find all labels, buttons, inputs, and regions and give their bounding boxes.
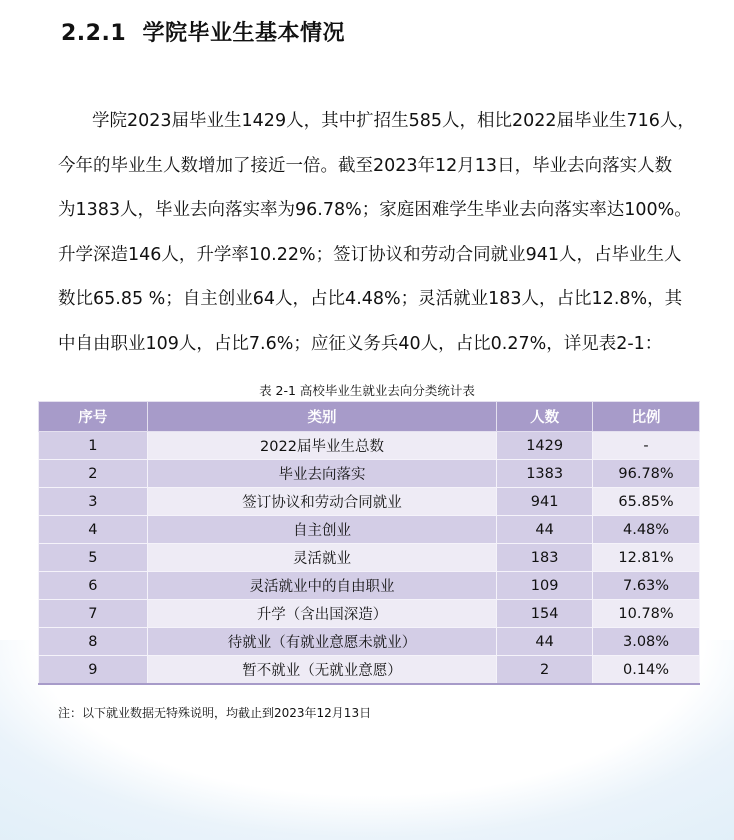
table-row bbox=[39, 572, 700, 600]
cell-ratio: - bbox=[593, 432, 700, 460]
cell-ratio: 12.81% bbox=[593, 544, 700, 572]
cell-ratio: 65.85% bbox=[593, 488, 700, 516]
paragraph-line: 升学深造146人，升学率10.22%；签订协议和劳动合同就业941人，占毕业生人 bbox=[58, 244, 682, 265]
paragraph-line: 学院2023届毕业生1429人，其中扩招生585人，相比2022届毕业生716人， bbox=[92, 111, 695, 131]
cell-category: 待就业（有就业意愿未就业） bbox=[147, 628, 496, 656]
cell-index: 2 bbox=[39, 460, 148, 488]
cell-index: 3 bbox=[39, 488, 148, 516]
cell-category: 暂不就业（无就业意愿） bbox=[147, 656, 496, 685]
cell-ratio: 96.78% bbox=[593, 460, 700, 488]
cell-index: 8 bbox=[39, 628, 148, 656]
cell-category: 灵活就业 bbox=[147, 544, 496, 572]
cell-count: 941 bbox=[497, 488, 593, 516]
cell-category: 签订协议和劳动合同就业 bbox=[147, 488, 496, 516]
cell-count: 44 bbox=[497, 628, 593, 656]
cell-count: 109 bbox=[497, 572, 593, 600]
table-row bbox=[39, 516, 700, 544]
paragraph-line: 数比65.85 %；自主创业64人，占比4.48%；灵活就业183人，占比12.8%，其 bbox=[58, 289, 683, 310]
section-title: 学院毕业生基本情况 bbox=[142, 21, 345, 46]
paragraph-line: 为1383人，毕业去向落实率为96.78%；家庭困难学生毕业去向落实率达100%。 bbox=[58, 200, 692, 221]
header-count: 人数 bbox=[497, 402, 593, 432]
table-caption: 表 2-1 高校毕业生就业去向分类统计表 bbox=[259, 383, 475, 398]
cell-category: 升学（含出国深造） bbox=[147, 600, 496, 628]
paragraph-line: 中自由职业109人，占比7.6%；应征义务兵40人，占比0.27%，详见表2-1： bbox=[58, 333, 663, 354]
table-row bbox=[39, 544, 700, 572]
cell-ratio: 10.78% bbox=[593, 600, 700, 628]
cell-count: 2 bbox=[497, 656, 593, 685]
cell-index: 6 bbox=[39, 572, 148, 600]
header-index: 序号 bbox=[39, 402, 148, 432]
cell-category: 灵活就业中的自由职业 bbox=[147, 572, 496, 600]
header-ratio: 比例 bbox=[593, 402, 700, 432]
table-row bbox=[39, 460, 700, 488]
section-number: 2.2.1 bbox=[61, 21, 127, 46]
cell-index: 4 bbox=[39, 516, 148, 544]
cell-index: 9 bbox=[39, 656, 148, 685]
cell-index: 1 bbox=[39, 432, 148, 460]
employment-table bbox=[38, 401, 700, 685]
cell-index: 7 bbox=[39, 600, 148, 628]
cell-count: 44 bbox=[497, 516, 593, 544]
cell-count: 1383 bbox=[497, 460, 593, 488]
cell-count: 1429 bbox=[497, 432, 593, 460]
cell-ratio: 3.08% bbox=[593, 628, 700, 656]
section-heading bbox=[61, 16, 345, 47]
cell-ratio: 7.63% bbox=[593, 572, 700, 600]
cell-ratio: 0.14% bbox=[593, 656, 700, 685]
table-row bbox=[39, 488, 700, 516]
cell-category: 2022届毕业生总数 bbox=[147, 432, 496, 460]
cell-category: 毕业去向落实 bbox=[147, 460, 496, 488]
table-row bbox=[39, 600, 700, 628]
body-paragraph bbox=[58, 99, 698, 367]
table-row bbox=[39, 628, 700, 656]
cell-count: 154 bbox=[497, 600, 593, 628]
cell-ratio: 4.48% bbox=[593, 516, 700, 544]
paragraph-line: 今年的毕业生人数增加了接近一倍。截至2023年12月13日，毕业去向落实人数 bbox=[58, 155, 673, 176]
cell-index: 5 bbox=[39, 544, 148, 572]
table-row bbox=[39, 656, 700, 685]
table-header-row bbox=[39, 402, 700, 432]
cell-count: 183 bbox=[497, 544, 593, 572]
table-row bbox=[39, 432, 700, 460]
cell-category: 自主创业 bbox=[147, 516, 496, 544]
footnote: 注：以下就业数据无特殊说明，均截止到2023年12月13日 bbox=[58, 706, 372, 720]
header-category: 类别 bbox=[147, 402, 496, 432]
